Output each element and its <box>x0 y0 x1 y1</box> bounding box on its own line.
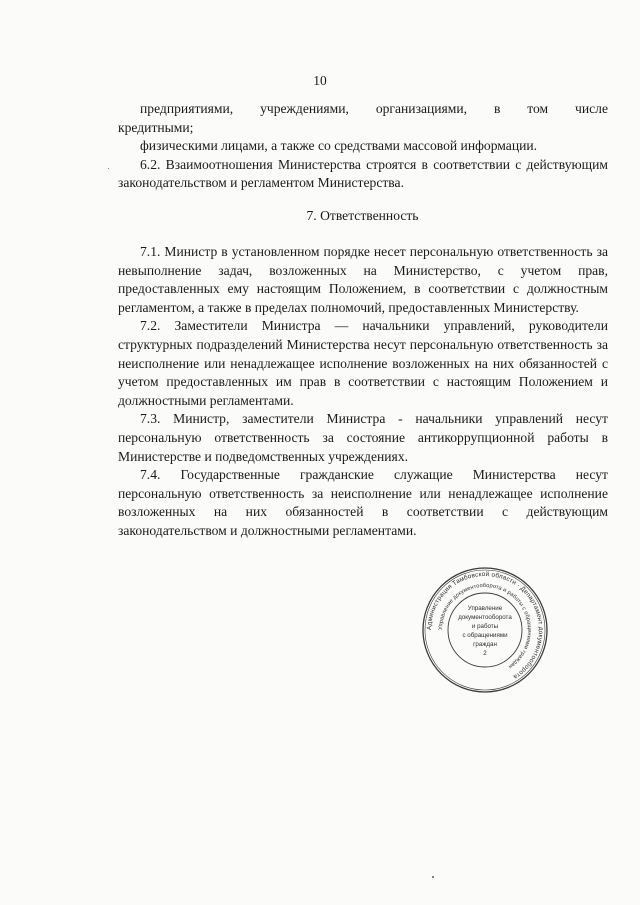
seal-center-line: с обращениями <box>462 632 508 639</box>
section-heading: 7. Ответственность <box>306 208 419 223</box>
scan-speck <box>108 168 109 169</box>
page-number: 10 <box>313 73 327 88</box>
scan-speck <box>432 876 434 878</box>
seal-center-line: документооборота <box>458 614 512 621</box>
seal-center-line: Управление <box>467 605 503 612</box>
paragraph-7-2: 7.2. Заместители Министра — начальники управлений, руководители структурных подразделений Министерства несут персональную ответственность за неисполнение или ненадлежащее исполнение возложенных на них обязанностей с учетом предоставленных им прав в соответствии с настоящим Положением и должностными регламентами. <box>118 318 608 408</box>
seal-center-line: граждан <box>473 641 497 648</box>
paragraph-7-1: 7.1. Министр в установленном порядке несет персональную ответственность за невыполнение задач, возложенных на Министерство, с учетом прав, предоставленных ему настоящим Положением, в соответствии с должностным регламентом, а также в пределах полномочий, предоставленных Министерству. <box>118 244 608 315</box>
paragraph-7-3: 7.3. Министр, заместители Министра - начальники управлений несут персональную ответственность за состояние антикоррупционной работы в Министерстве и подведомственных учреждениях. <box>118 411 608 464</box>
text-block-top <box>118 100 608 193</box>
paragraph-line: предприятиями, учреждениями, организациями, в том числе <box>140 101 608 116</box>
paragraph: физическими лицами, а также со средствами массовой информации. <box>140 138 538 154</box>
seal-inner-text: Управление документооборота и работы с обращениями граждан <box>437 582 533 670</box>
text-block-responsibility <box>118 243 608 541</box>
seal-graphic <box>420 565 550 695</box>
seal-center-line: 2 <box>483 650 487 657</box>
paragraph-7-4: 7.4. Государственные гражданские служащие Министерства несут персональную ответственность за неисполнение или ненадлежащее исполнение возложенных на них обязанностей в соответствии с действующим законодательством и должностными регламентами. <box>118 467 608 538</box>
paragraph-6-2: 6.2. Взаимоотношения Министерства строятся в соответствии с действующим законодательством и регламентом Министерства. <box>118 156 608 191</box>
seal-center-line: и работы <box>471 623 499 630</box>
official-seal <box>420 565 550 695</box>
seal-outer-text: Администрация Тамбовской области · Департамент документооборота <box>425 570 545 681</box>
paragraph-line: кредитными; <box>118 119 194 135</box>
